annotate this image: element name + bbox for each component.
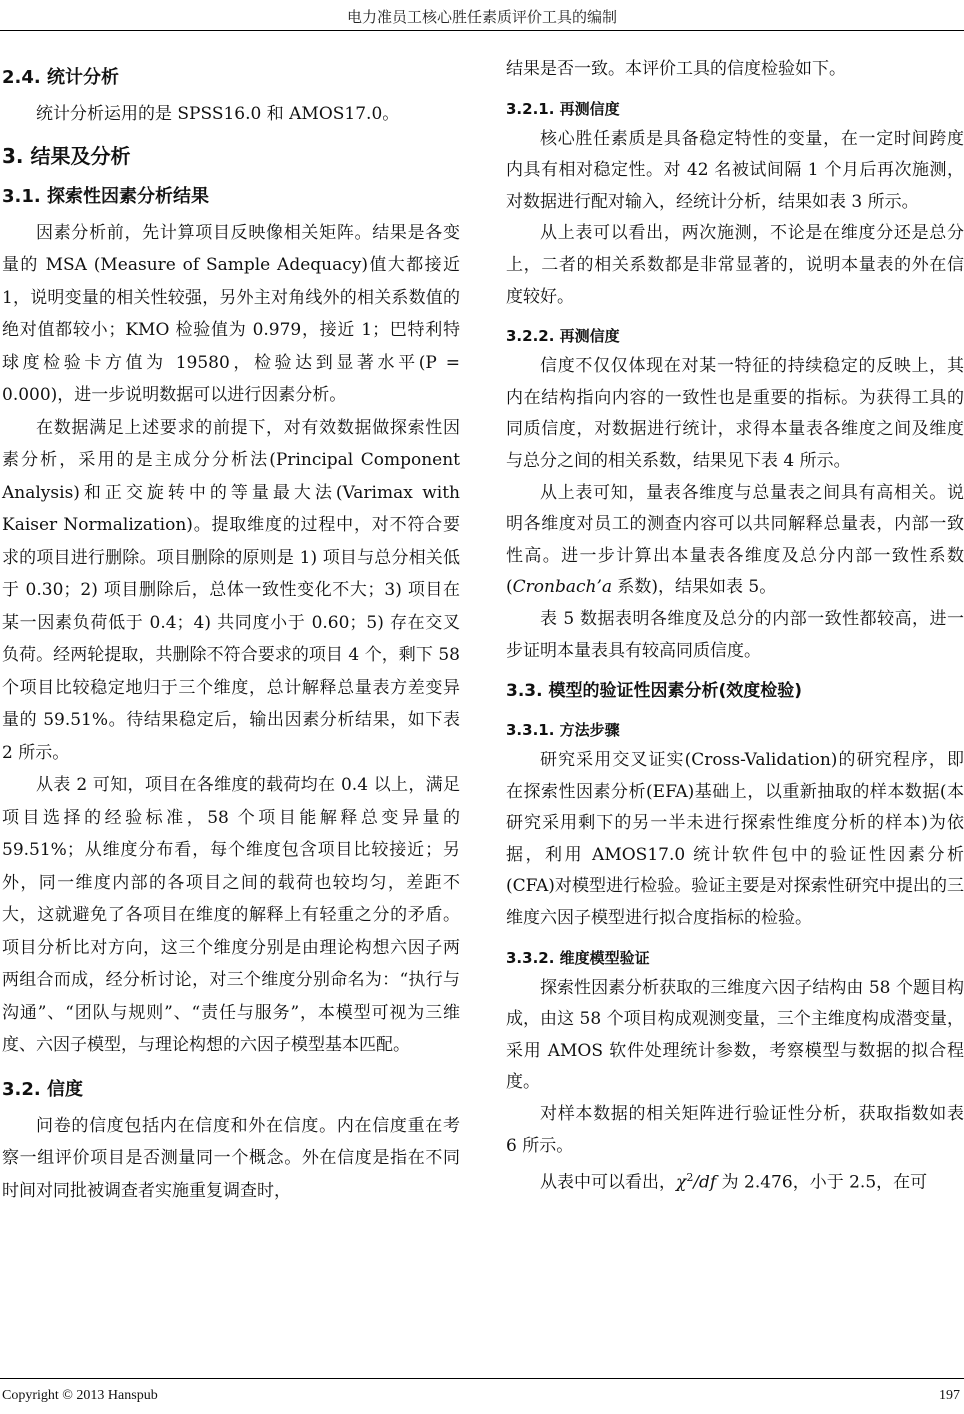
section-2-4-paragraph: 统计分析运用的是 SPSS16.0 和 AMOS17.0。 bbox=[36, 104, 400, 124]
chi-superscript: 2 bbox=[686, 1171, 694, 1185]
chi-symbol: χ bbox=[676, 1172, 687, 1193]
section-3-1-paragraph-2: 在数据满足上述要求的前提下，对有效数据做探索性因素分析，采用的是主成分分析法(Principal Component Analysis)和正交旋转中的等量最大法(Varimax with Kaiser Normalization)。提取维度的过程中，对不符合要求的项目进行删除。项目删除的原则是 1) 项目与总分相关低于 0.30；2) 项目删除后，总体一致性变化不大；3) 项目在某一因素负荷低于 0.4；4) 共同度小于 0.60；5) 存在交叉负荷。经两轮提取，共删除不符合要求的项目 4 个，剩下 58 个项目比较稳定地归于三个维度，总计解释总量表方差变异量的 59.51%。待结果稳定后，输出因素分析结果，如下表 2 所示。 bbox=[2, 417, 460, 763]
section-3-2-1-heading: 3.2.1. 再测信度 bbox=[506, 99, 620, 118]
section-3-2-2-heading: 3.2.2. 再测信度 bbox=[506, 327, 620, 346]
df-term: /df bbox=[693, 1172, 717, 1193]
section-3-3-2-paragraph-2: 对样本数据的相关矩阵进行验证性分析，获取指数如表 6 所示。 bbox=[506, 1104, 964, 1156]
section-3-heading: 3. 结果及分析 bbox=[2, 143, 131, 168]
section-3-3-1-heading: 3.3.1. 方法步骤 bbox=[506, 721, 620, 740]
cronbach-text-before: 从上表可知，量表各维度与总量表之间具有高相关。说明各维度对员工的测查内容可以共同解释总量表，内部一致性高。进一步计算出本量表各维度及总分内部一致性系数( bbox=[506, 482, 964, 598]
section-3-3-2-paragraph-3 bbox=[506, 1162, 964, 1199]
section-3-3-2-paragraph-1: 探索性因素分析获取的三维度六因子结构由 58 个题目构成，由这 58 个项目构成观测变量，三个主维度构成潜变量，采用 AMOS 软件处理统计参数，考察模型与数据的拟合程度。 bbox=[506, 977, 964, 1093]
cronbach-alpha-term: Cronbach’a bbox=[512, 577, 612, 598]
section-3-3-1-paragraph-1: 研究采用交叉证实(Cross-Validation)的研究程序，即在探索性因素分析(EFA)基础上，以重新抽取的样本数据(本研究采用剩下的另一半未进行探索性维度分析的样本)为依据，利用 AMOS17.0 统计软件包中的验证性因素分析(CFA)对模型进行检验。验证主要是对探索性研究中提出的三维度六因子模型进行拟合度指标的检验。 bbox=[506, 750, 964, 929]
cronbach-text-after: 系数)，结果如表 5。 bbox=[611, 577, 777, 598]
section-3-2-2-paragraph-3: 表 5 数据表明各维度及总分的内部一致性都较高，进一步证明本量表具有较高同质信度。 bbox=[506, 608, 964, 661]
header-rule bbox=[0, 30, 964, 31]
chi-text-after: 为 2.476，小于 2.5，在可 bbox=[716, 1172, 928, 1193]
section-3-2-2-paragraph-1: 信度不仅仅体现在对某一特征的持续稳定的反映上，其内在结构指向内容的一致性也是重要的指标。为获得工具的同质信度，对数据进行统计，求得本量表各维度之间及维度与总分之间的相关系数，结果见下表 4 所示。 bbox=[506, 356, 964, 471]
footer-copyright: Copyright © 2013 Hanspub bbox=[2, 1388, 158, 1403]
right-column bbox=[506, 54, 964, 1199]
footer-rule bbox=[0, 1378, 964, 1379]
section-2-4-heading: 2.4. 统计分析 bbox=[2, 67, 119, 88]
section-3-2-1-paragraph-1: 核心胜任素质是具备稳定特性的变量，在一定时间跨度内具有相对稳定性。对 42 名被试间隔 1 个月后再次施测，对数据进行配对输入，经统计分析，结果如表 3 所示。 bbox=[506, 128, 964, 212]
section-3-2-paragraph-1: 问卷的信度包括内在信度和外在信度。内在信度重在考察一组评价项目是否测量同一个概念。外在信度是指在不同时间对同批被调查者实施重复调查时， bbox=[2, 1115, 460, 1201]
section-3-2-2-paragraph-2 bbox=[506, 478, 964, 604]
section-3-1-heading: 3.1. 探索性因素分析结果 bbox=[2, 185, 209, 207]
left-column bbox=[2, 54, 460, 1207]
section-3-3-2-heading: 3.3.2. 维度模型验证 bbox=[506, 948, 650, 967]
running-header: 电力准员工核心胜任素质评价工具的编制 bbox=[346, 8, 617, 26]
chi-text-before: 从表中可以看出， bbox=[540, 1172, 676, 1193]
section-3-2-1-paragraph-2: 从上表可以看出，两次施测，不论是在维度分还是总分上，二者的相关系数都是非常显著的，说明本量表的外在信度较好。 bbox=[506, 223, 964, 307]
section-3-3-heading: 3.3. 模型的验证性因素分析(效度检验) bbox=[506, 681, 803, 702]
section-3-2-heading: 3.2. 信度 bbox=[2, 1078, 83, 1100]
continued-paragraph: 结果是否一致。本评价工具的信度检验如下。 bbox=[506, 59, 846, 79]
section-3-1-paragraph-1: 因素分析前，先计算项目反映像相关矩阵。结果是各变量的 MSA (Measure of Sample Adequacy)值大都接近 1，说明变量的相关性较强，另外主对角线外的相关系数值的绝对值都较小；KMO 检验值为 0.979，接近 1；巴特利特球度检验卡方值为 19580，检验达到显著水平(P = 0.000)，进一步说明数据可以进行因素分析。 bbox=[2, 222, 460, 405]
page-number: 197 bbox=[939, 1388, 960, 1403]
section-3-1-paragraph-3: 从表 2 可知，项目在各维度的载荷均在 0.4 以上，满足项目选择的经验标准，58 个项目能解释总变异量的 59.51%；从维度分布看，每个维度包含项目比较接近；另外，同一维度内部的各项目之间的载荷也较均匀，差距不大，这就避免了各项目在维度的解释上有轻重之分的矛盾。项目分析比对方向，这三个维度分别是由理论构想六因子两两组合而成，经分析讨论，对三个维度分别命名为：“执行与沟通”、“团队与规则”、“责任与服务”，本模型可视为三维度、六因子模型，与理论构想的六因子模型基本匹配。 bbox=[2, 775, 460, 1055]
